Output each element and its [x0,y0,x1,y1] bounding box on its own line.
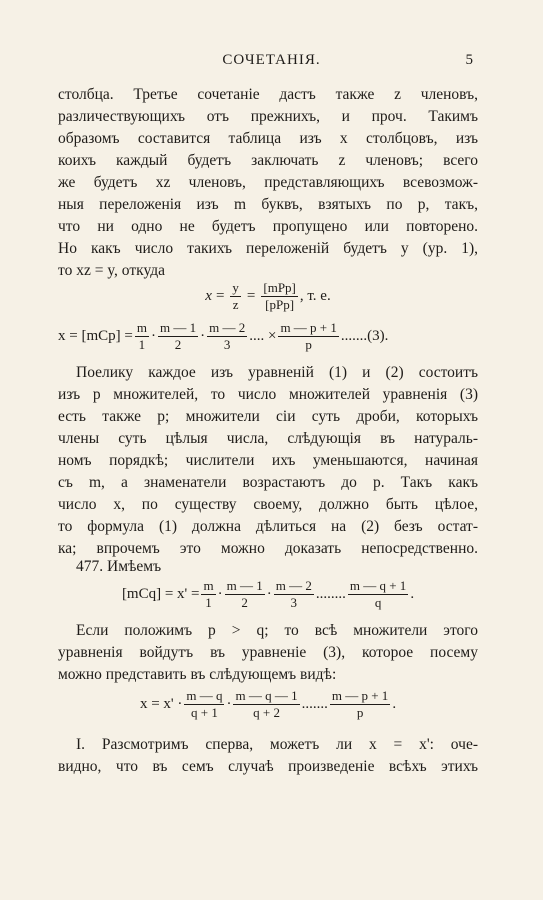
text-line: ка; впрочемъ это можно доказать непосредственно. [58,540,478,557]
equation-1: x = $\frac{y}{z}$ = $\frac{\text{[mPp]}}{\text{[pPp]}}$ , т. е. [205,280,331,312]
text-line: столбца. Третье сочетаніе дастъ также z членовъ, [58,86,478,103]
eq-dots: ....... [301,696,328,712]
text-line: I. Разсмотримъ сперва, можетъ ли x = x': оче- [76,736,478,753]
eq-lhs: x = x' · [139,696,183,712]
fraction: $\frac{\text{[mPp]}}{\text{[pPp]}}$ [263,280,296,312]
fraction: $\frac{m — p + 1}{p}$ [280,320,337,352]
equation-mCq: [mCq] = x' = $\frac{m}{1}$ · $\frac{m — 1}{2}$ · $\frac{m — 2}{3}$ ........ $\frac{m — q + 1}{q}$ . [121,578,415,610]
paragraph-4 [58,620,478,686]
fraction: $\frac{m — q + 1}{q}$ [349,578,407,610]
eq-dots: .... × [249,328,277,344]
fraction: $\frac{y}{z}$ [232,280,239,312]
fraction: $\frac{m — 2}{3}$ [275,578,312,610]
text-line: Но какъ число такихъ переложеній будетъ y (ур. 1), [58,240,478,257]
section-477-heading: 477. Имѣемъ [76,558,162,575]
text-line: же будетъ xz членовъ, представляющихъ всевозмож- [58,174,478,191]
text-line: то формула (1) должна дѣлиться на (2) безъ остат- [58,518,478,535]
fraction: $\frac{m — 1}{2}$ [159,320,197,352]
text-line: уравненія войдутъ въ уравненіе (3), которое посему [58,644,478,661]
text-line: различествующихъ отъ прежнихъ, и проч. Такимъ [58,108,478,125]
text-line: число x, по существу своему, должно быть цѣлое, [58,496,478,513]
text-line: члены суть цѣлыя числа, слѣдующія въ натураль- [58,430,478,447]
text-line: образомъ составится таблица изъ x столбцовъ, изъ [58,130,478,147]
eq-tail: , т. е. [299,288,331,304]
text-line: ныя переложенія изъ m буквъ, взятыхъ по p, такъ, [58,196,478,213]
header-title: СОЧЕТАНІЯ. [222,52,321,68]
fraction: $\frac{m — q}{q + 1}$ [186,688,223,720]
paragraph-5 [58,734,478,778]
equation-x-eq-xprime: x = x' · $\frac{m — q}{q + 1}$ · $\frac{m — q — 1}{q + 2}$ ....... $\frac{m — p + 1}{p}$ . [139,688,397,720]
fraction: $\frac{m — 1}{2}$ [226,578,263,610]
text-line: Если положимъ p > q; то всѣ множители этого [76,622,478,639]
text-line: видно, что въ семъ случаѣ произведеніе всѣхъ этихъ [58,758,478,775]
eq-dots: ........ [315,586,346,602]
fraction: $\frac{m}{1}$ [203,578,214,610]
text-line: то xz = y, откуда [58,262,165,279]
eq-tail: . [392,696,397,712]
text-line: съ m, а знаменатели возрастаютъ до p. Такъ какъ [58,474,478,491]
text-line: номъ порядкѣ; числители ихъ уменьшаются, начиная [58,452,478,469]
paragraph-2 [58,362,478,560]
text-line: есть также p; множители сіи суть дроби, которыхъ [58,408,478,425]
eq-lhs: [mCq] = x' = [121,586,200,602]
eq-lhs: x = [mCp] = [58,328,133,344]
text-line: изъ p множителей, то число множителей уравненія (3) [58,386,478,403]
text-line: коихъ каждый будетъ заключать z членовъ; всего [58,152,478,169]
eq-tail: .......(3). [340,328,389,344]
text-line: что ни одно не будетъ пропущено или повторено. [58,218,478,235]
running-header [0,52,543,74]
fraction: $\frac{m}{1}$ [136,320,147,352]
equation-3: x = [mCp] = $\frac{m}{1}$ · $\frac{m — 1}{2}$ · $\frac{m — 2}{3}$ .... × $\frac{m — p + 1}{p}$ .......(3). [58,320,389,352]
page-number: 5 [465,52,473,68]
fraction: $\frac{m — q — 1}{q + 2}$ [235,688,298,720]
fraction: $\frac{m — p + 1}{p}$ [331,688,389,720]
eq-tail: . [410,586,415,602]
fraction: $\frac{m — 2}{3}$ [209,320,246,352]
eq-term: x [205,288,212,304]
text-line: можно представить въ слѣдующемъ видѣ: [58,666,337,683]
paragraph-1 [58,84,478,282]
text-line: Поелику каждое изъ уравненій (1) и (2) состоитъ [76,364,478,381]
